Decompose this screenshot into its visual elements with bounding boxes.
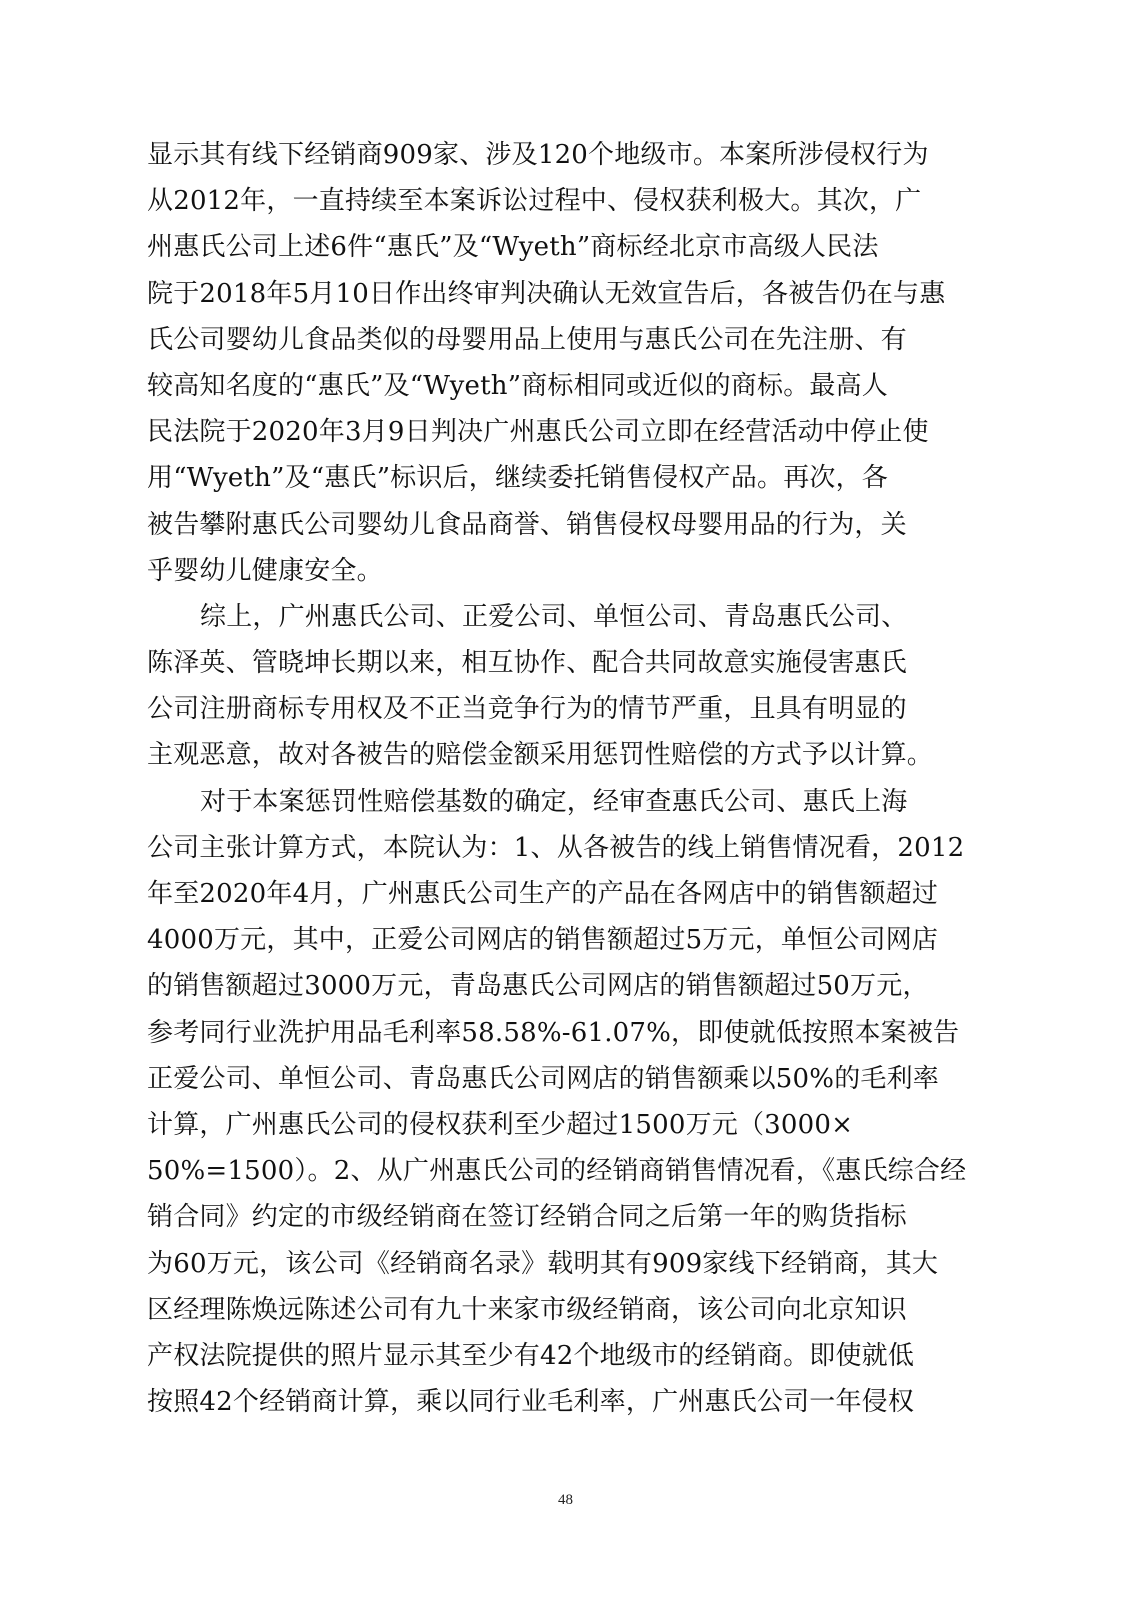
text-line: 用“Wyeth”及“惠氏”标识后，继续委托销售侵权产品。再次，各 xyxy=(147,463,888,494)
text-line: 的销售额超过3000万元，青岛惠氏公司网店的销售额超过50万元， xyxy=(147,971,929,1002)
text-line: 销合同》约定的市级经销商在签订经销合同之后第一年的购货指标 xyxy=(147,1202,907,1233)
text-line: 参考同行业洗护用品毛利率58.58%-61.07%，即使就低按照本案被告 xyxy=(147,1017,960,1048)
text-line: 州惠氏公司上述6件“惠氏”及“Wyeth”商标经北京市高级人民法 xyxy=(147,232,879,263)
text-line: 为60万元，该公司《经销商名录》载明其有909家线下经销商，其大 xyxy=(147,1248,939,1279)
text-line: 计算，广州惠氏公司的侵权获利至少超过1500万元（3000× xyxy=(147,1109,854,1140)
paragraph-2 xyxy=(147,594,983,779)
text-line: 产权法院提供的照片显示其至少有42个地级市的经销商。即使就低 xyxy=(147,1340,915,1371)
text-line: 较高知名度的“惠氏”及“Wyeth”商标相同或近似的商标。最高人 xyxy=(147,370,888,401)
text-line: 公司注册商标专用权及不正当竞争行为的情节严重，且具有明显的 xyxy=(147,694,907,725)
text-line: 年至2020年4月，广州惠氏公司生产的产品在各网店中的销售额超过 xyxy=(147,879,939,909)
text-line: 院于2018年5月10日作出终审判决确认无效宣告后，各被告仍在与惠 xyxy=(147,278,946,309)
document-body xyxy=(147,132,983,1425)
page-number: 48 xyxy=(558,1492,573,1508)
text-line: 正爱公司、单恒公司、青岛惠氏公司网店的销售额乘以50%的毛利率 xyxy=(147,1063,939,1094)
text-line: 4000万元，其中，正爱公司网店的销售额超过5万元，单恒公司网店 xyxy=(147,925,939,956)
text-line: 氏公司婴幼儿食品类似的母婴用品上使用与惠氏公司在先注册、有 xyxy=(147,324,907,355)
text-line: 显示其有线下经销商909家、涉及120个地级市。本案所涉侵权行为 xyxy=(147,140,929,170)
text-line: 从2012年，一直持续至本案诉讼过程中、侵权获利极大。其次，广 xyxy=(147,186,922,217)
text-line: 陈泽英、管晓坤长期以来，相互协作、配合共同故意实施侵害惠氏 xyxy=(147,648,907,679)
paragraph-1 xyxy=(147,132,983,594)
text-line: 主观恶意，故对各被告的赔偿金额采用惩罚性赔偿的方式予以计算。 xyxy=(147,740,934,771)
text-line: 50%=1500）。2、从广州惠氏公司的经销商销售情况看，《惠氏综合经 xyxy=(147,1156,967,1187)
text-line: 乎婴幼儿健康安全。 xyxy=(147,555,383,586)
paragraph-3 xyxy=(147,779,983,1426)
text-line: 被告攀附惠氏公司婴幼儿食品商誉、销售侵权母婴用品的行为，关 xyxy=(147,509,907,540)
text-line: 按照42个经销商计算，乘以同行业毛利率，广州惠氏公司一年侵权 xyxy=(147,1387,915,1418)
text-line: 区经理陈焕远陈述公司有九十来家市级经销商，该公司向北京知识 xyxy=(147,1294,907,1325)
text-line: 对于本案惩罚性赔偿基数的确定，经审查惠氏公司、惠氏上海 xyxy=(200,786,908,817)
text-line: 综上，广州惠氏公司、正爱公司、单恒公司、青岛惠氏公司、 xyxy=(200,601,908,632)
text-line: 民法院于2020年3月9日判决广州惠氏公司立即在经营活动中停止使 xyxy=(147,417,929,448)
text-line: 公司主张计算方式，本院认为：1、从各被告的线上销售情况看，2012 xyxy=(147,832,965,863)
